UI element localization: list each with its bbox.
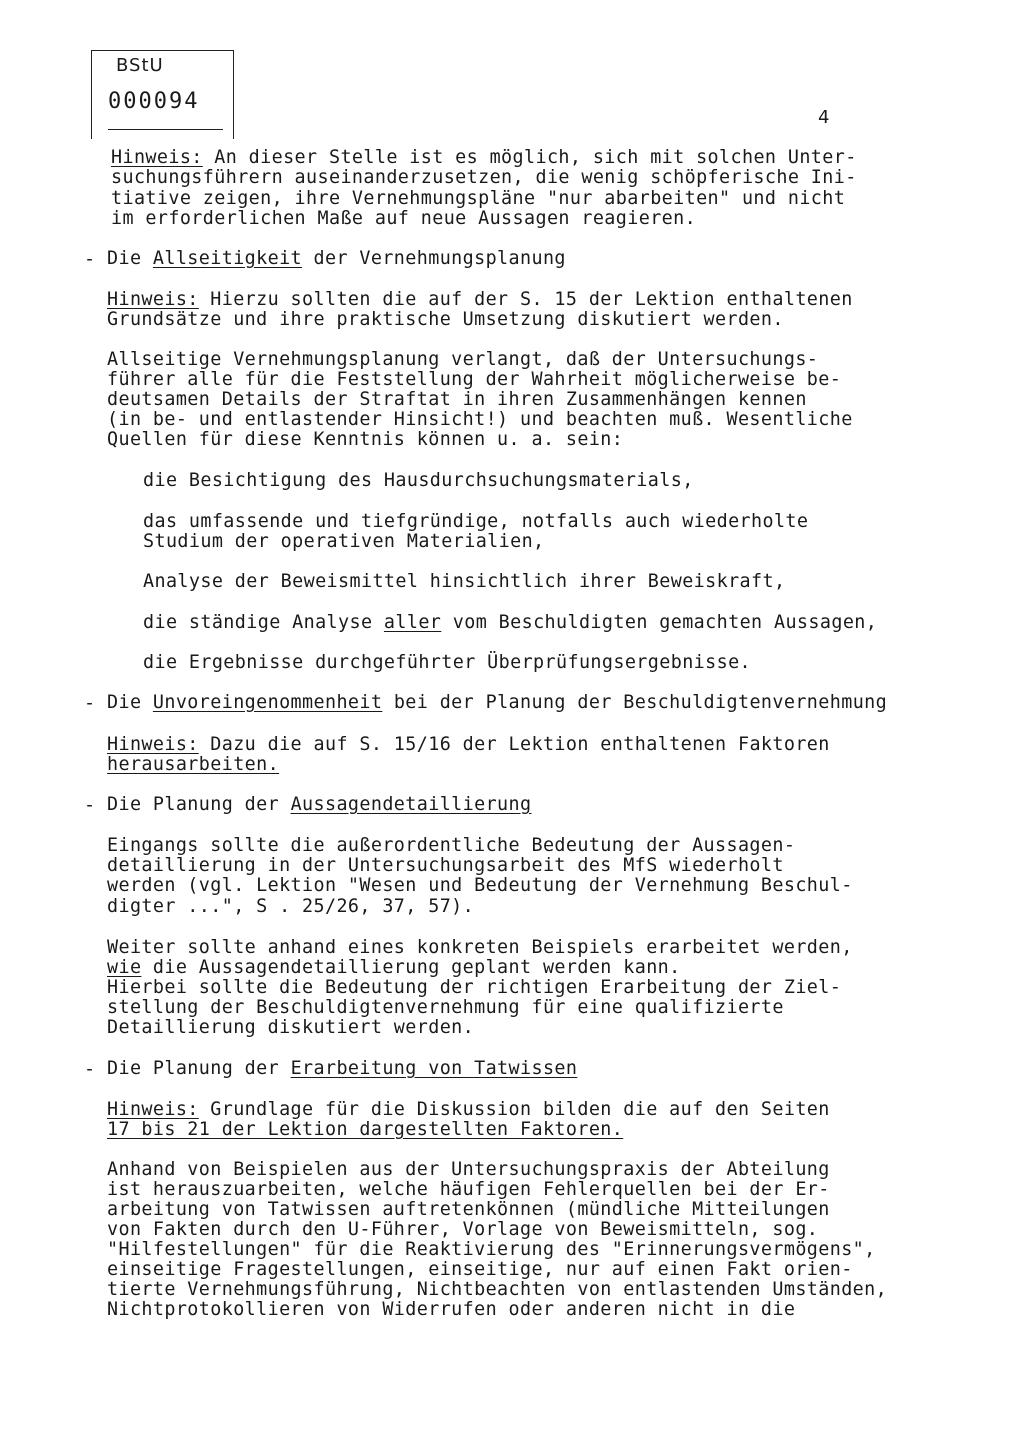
hint3-line2 — [107, 755, 279, 775]
heading-post: bei der Planung der Beschuldigtenvernehmung — [382, 692, 888, 713]
heading-pre: Die — [107, 692, 153, 713]
list-item — [143, 613, 877, 633]
paragraph-line: Eingangs sollte die außerordentliche Bedeutung der Aussagen- — [107, 835, 796, 856]
list-item: die Besichtigung des Hausdurchsuchungsmaterials, — [143, 470, 694, 491]
paragraph-line: stellung der Beschuldigtenvernehmung für eine qualifizierte — [107, 997, 784, 1018]
hint4-text2: 17 bis 21 der Lektion dargestellten Faktoren. — [107, 1119, 624, 1140]
list-item: das umfassende und tiefgründige, notfalls auch wiederholte — [143, 511, 809, 532]
heading-post: der Vernehmungsplanung — [302, 248, 566, 269]
section-dash: - — [84, 249, 96, 270]
paragraph-line: Hierbei sollte die Bedeutung der richtigen Erarbeitung der Ziel- — [107, 977, 842, 998]
line-text: die Aussagendetaillierung geplant werden kann. — [141, 957, 681, 978]
hint1-line4: im erforderlichen Maße auf neue Aussagen reagieren. — [111, 208, 697, 229]
hint1-line3: tiative zeigen, ihre Vernehmungspläne "nur abarbeiten" und nicht — [111, 188, 846, 209]
paragraph-line: "Hilfestellungen" für die Reaktivierung des "Erinnerungsvermögens", — [107, 1239, 876, 1260]
section-dash: - — [84, 795, 96, 816]
heading-underlined: Allseitigkeit — [152, 248, 303, 269]
paragraph-line: digter ...", S . 25/26, 37, 57). — [107, 896, 475, 917]
section-heading-aussagendetaillierung — [107, 795, 531, 815]
hint3-text2: herausarbeiten. — [107, 754, 280, 775]
paragraph-line: werden (vgl. Lektion "Wesen und Bedeutung der Vernehmung Beschul- — [107, 875, 853, 896]
paragraph-line: arbeitung von Tatwissen auftretenkönnen (mündliche Mitteilungen — [107, 1199, 830, 1220]
stamp-number: 000094 — [108, 89, 200, 114]
list-item: die Ergebnisse durchgeführter Überprüfungsergebnisse. — [143, 652, 752, 673]
heading-pre: Die — [107, 248, 153, 269]
hint1-line1 — [111, 148, 857, 168]
item-underlined: aller — [383, 612, 442, 633]
list-item-cont: Studium der operativen Materialien, — [143, 531, 545, 552]
section-heading-unvoreingenommenheit — [107, 693, 887, 713]
paragraph-line: tierte Vernehmungsführung, Nichtbeachten von entlastenden Umständen, — [107, 1279, 888, 1300]
hint3-line1 — [107, 735, 830, 755]
section-dash: - — [84, 1059, 96, 1080]
paragraph-line: Weiter sollte anhand eines konkreten Beispiels erarbeitet werden, — [107, 937, 853, 958]
paragraph-line: ist herauszuarbeiten, welche häufigen Fehlerquellen bei der Er- — [107, 1179, 830, 1200]
hint-label: Hinweis: — [107, 289, 199, 310]
hint2-line2: Grundsätze und ihre praktische Umsetzung diskutiert werden. — [107, 309, 784, 330]
stamp-label: BStU — [116, 55, 164, 76]
paragraph-line: Allseitige Vernehmungsplanung verlangt, daß der Untersuchungs- — [107, 349, 819, 370]
page-number: 4 — [818, 107, 830, 128]
heading-pre: Die Planung der — [107, 1058, 291, 1079]
section-heading-allseitigkeit — [107, 249, 566, 269]
paragraph-line: detaillierung in der Untersuchungsarbeit des MfS wiederholt — [107, 855, 784, 876]
paragraph-line: deutsamen Details der Straftat in ihren Zusammenhängen kennen — [107, 389, 807, 410]
hint3-text1: Dazu die auf S. 15/16 der Lektion enthaltenen Faktoren — [198, 734, 830, 755]
section-heading-tatwissen — [107, 1059, 577, 1079]
hint4-line2 — [107, 1120, 623, 1140]
hint-label: Hinweis: — [107, 1099, 199, 1120]
heading-underlined: Erarbeitung von Tatwissen — [290, 1058, 578, 1079]
hint-label: Hinweis: — [111, 147, 203, 168]
paragraph-line: von Fakten durch den U-Führer, Vorlage von Beweismitteln, sog. — [107, 1219, 819, 1240]
item-post: vom Beschuldigten gemachten Aussagen, — [441, 612, 878, 633]
heading-underlined: Unvoreingenommenheit — [152, 692, 383, 713]
paragraph-line: Anhand von Beispielen aus der Untersuchungspraxis der Abteilung — [107, 1159, 830, 1180]
archive-stamp — [91, 50, 234, 139]
hint4-text1: Grundlage für die Diskussion bilden die auf den Seiten — [198, 1099, 830, 1120]
hint-label: Hinweis: — [107, 734, 199, 755]
item-pre: die ständige Analyse — [143, 612, 384, 633]
paragraph-line: Detaillierung diskutiert werden. — [107, 1017, 475, 1038]
hint2-text1: Hierzu sollten die auf der S. 15 der Lektion enthaltenen — [198, 289, 853, 310]
hint1-text1: An dieser Stelle ist es möglich, sich mit solchen Unter- — [202, 147, 857, 168]
paragraph-line: Nichtprotokollieren von Widerrufen oder anderen nicht in die — [107, 1299, 796, 1320]
paragraph-line: Quellen für diese Kenntnis können u. a. sein: — [107, 429, 624, 450]
emphasis-underlined: wie — [107, 957, 142, 978]
hint4-line1 — [107, 1100, 830, 1120]
paragraph-line: (in be- und entlastender Hinsicht!) und beachten muß. Wesentliche — [107, 409, 853, 430]
paragraph-line — [107, 958, 681, 978]
list-item: Analyse der Beweismittel hinsichtlich ihrer Beweiskraft, — [143, 571, 786, 592]
heading-underlined: Aussagendetaillierung — [290, 794, 532, 815]
hint1-line2: suchungsführern auseinanderzusetzen, die wenig schöpferische Ini- — [111, 167, 857, 188]
hint2-line1 — [107, 290, 853, 310]
heading-pre: Die Planung der — [107, 794, 291, 815]
paragraph-line: führer alle für die Feststellung der Wahrheit möglicherweise be- — [107, 369, 842, 390]
section-dash: - — [84, 693, 96, 714]
paragraph-line: einseitige Fragestellungen, einseitige, nur auf einen Fakt orien- — [107, 1259, 853, 1280]
